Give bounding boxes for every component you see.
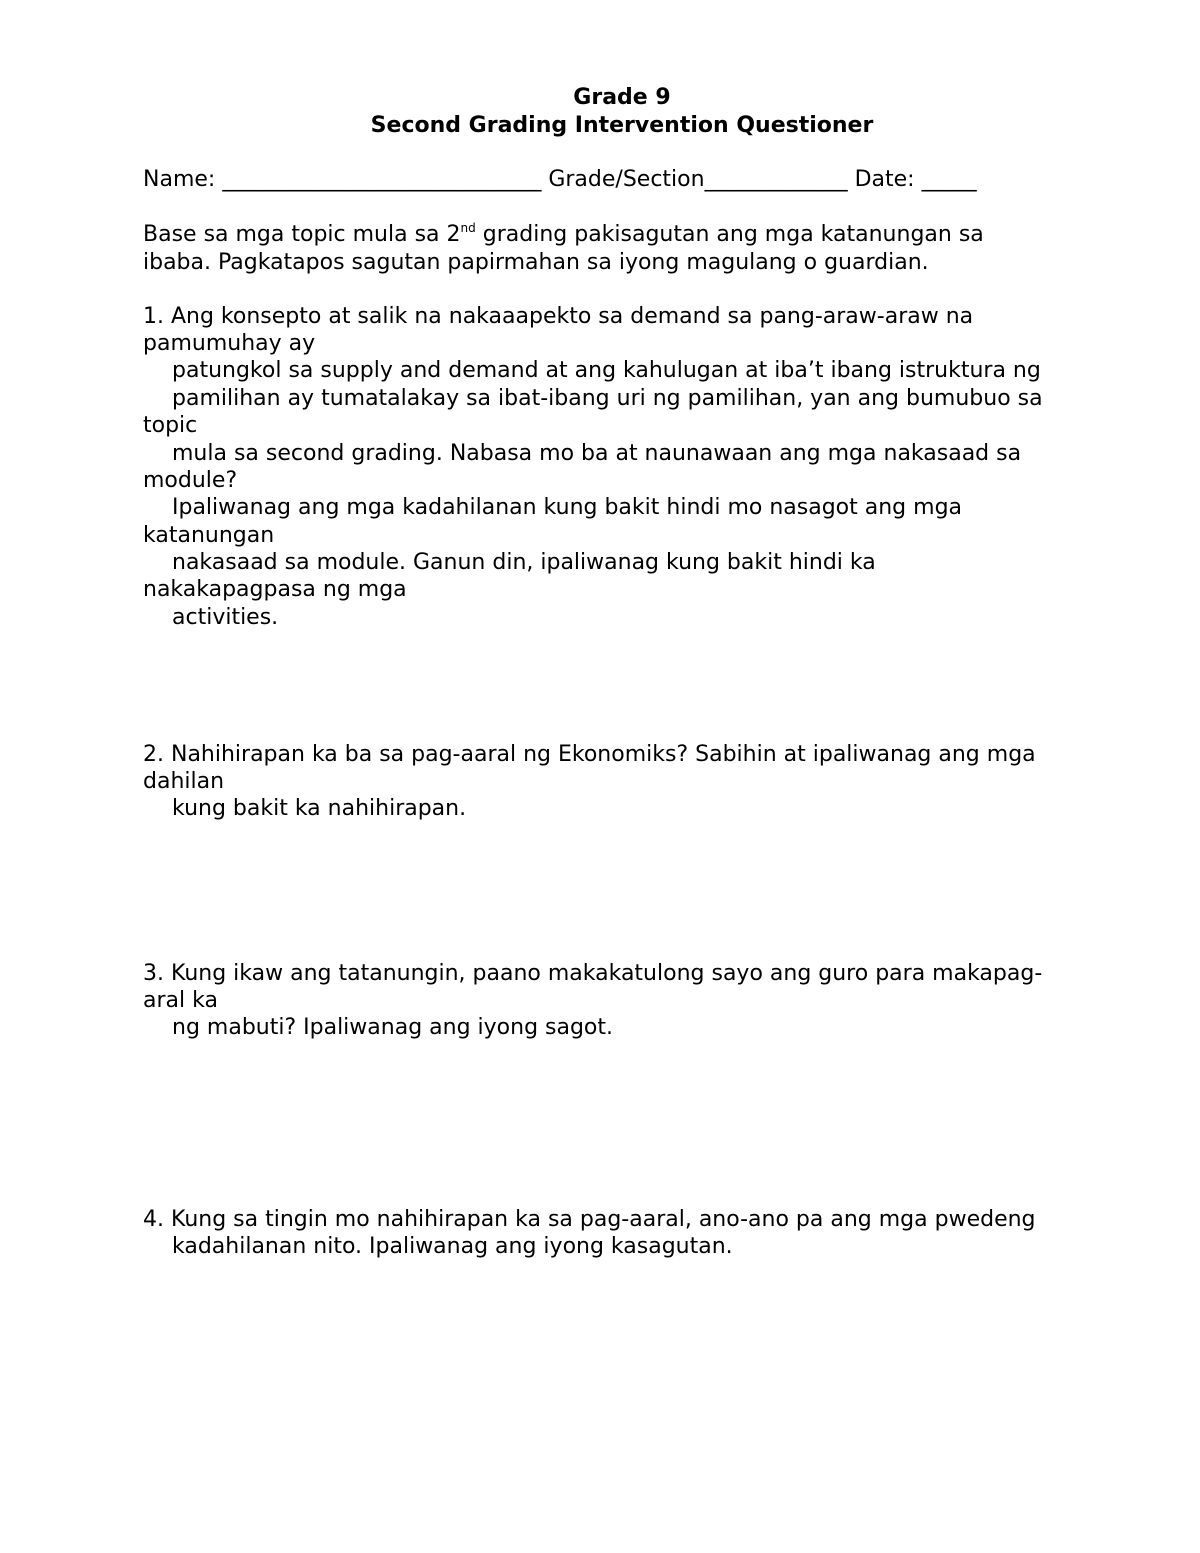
page-title: Grade 9 <box>573 85 671 110</box>
question-3-line: 3. Kung ikaw ang tatanungin, paano makakatulong sayo ang guro para makapag- <box>143 961 1043 986</box>
question-1-line: pamilihan ay tumatalakay sa ibat-ibang uri ng pamilihan, yan ang bumubuo sa <box>172 386 1043 411</box>
question-2-line: dahilan <box>143 769 225 794</box>
grade-section-blank: _____________ <box>704 167 848 192</box>
question-1-line: activities. <box>172 605 279 630</box>
grade-section-label: Grade/Section <box>548 167 705 192</box>
question-1-line: Ipaliwanag ang mga kadahilanan kung bakit hindi mo nasagot ang mga <box>172 495 963 520</box>
question-1-line: 1. Ang konsepto at salik na nakaaapekto sa demand sa pang-araw-araw na <box>143 304 974 329</box>
info-fields-row <box>143 166 977 194</box>
question-1-line: nakakapagpasa ng mga <box>143 577 407 602</box>
question-1-line: patungkol sa supply and demand at ang kahulugan at iba’t ibang istruktura ng <box>172 358 1041 383</box>
question-1-line: pamumuhay ay <box>143 331 316 356</box>
question-3-line: ng mabuti? Ipaliwanag ang iyong sagot. <box>172 1015 614 1040</box>
name-blank: _____________________________ <box>222 167 542 192</box>
instructions-line-1: Base sa mga topic mula sa 2nd grading pakisagutan ang mga katanungan sa <box>143 221 984 247</box>
question-4-line: 4. Kung sa tingin mo nahihirapan ka sa pag-aaral, ano-ano pa ang mga pwedeng <box>143 1207 1036 1232</box>
question-1-line: nakasaad sa module. Ganun din, ipaliwanag kung bakit hindi ka <box>172 550 876 575</box>
question-1-line: topic <box>143 413 198 438</box>
question-1-line: katanungan <box>143 523 275 548</box>
question-1-line: module? <box>143 468 238 493</box>
question-4-line: kadahilanan nito. Ipaliwanag ang iyong kasagutan. <box>172 1234 733 1259</box>
date-blank: _____ <box>921 167 977 192</box>
instructions-line-2: ibaba. Pagkatapos sagutan papirmahan sa iyong magulang o guardian. <box>143 250 929 275</box>
question-2-line: kung bakit ka nahihirapan. <box>172 796 467 821</box>
question-2-line: 2. Nahihirapan ka ba sa pag-aaral ng Ekonomiks? Sabihin at ipaliwanag ang mga <box>143 742 1036 767</box>
question-1-line: mula sa second grading. Nabasa mo ba at naunawaan ang mga nakasaad sa <box>172 441 1022 466</box>
ordinal-suffix: nd <box>460 221 476 235</box>
date-label: Date: <box>854 167 915 192</box>
name-label: Name: <box>143 167 216 192</box>
question-3-line: aral ka <box>143 988 218 1013</box>
page-subtitle: Second Grading Intervention Questioner <box>370 113 874 138</box>
